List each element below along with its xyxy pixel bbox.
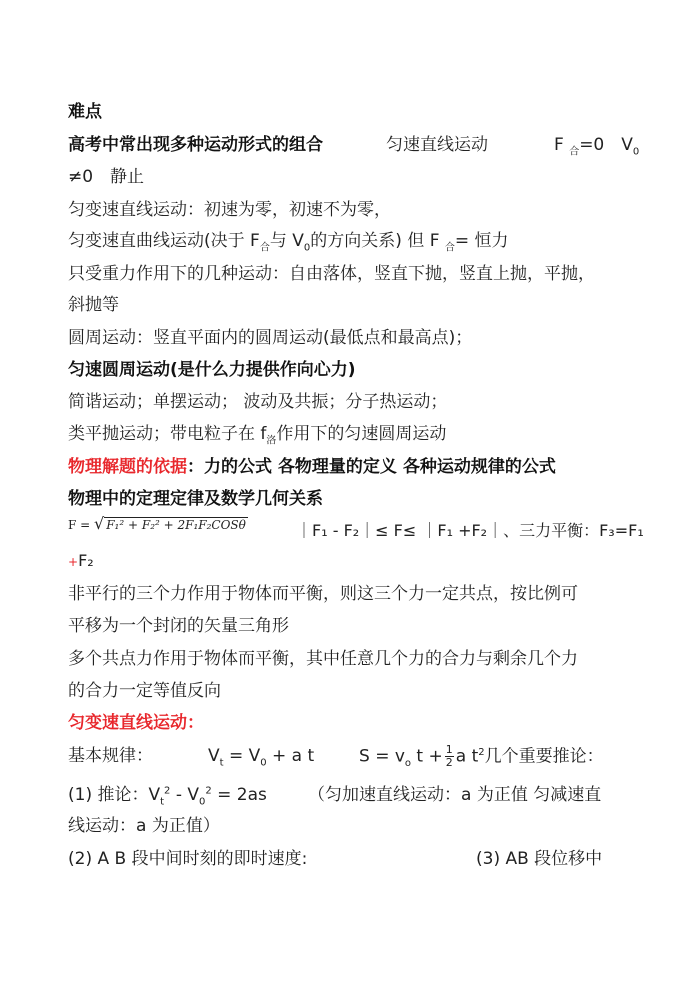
- line-gravity-motion: 只受重力作用下的几种运动：自由落体，竖直下抛，竖直上抛，平抛，: [68, 264, 595, 284]
- line-harmonic: 简谐运动；单摆运动； 波动及共振；分子热运动；: [68, 392, 448, 412]
- line-oblique: 斜抛等: [68, 295, 119, 315]
- line-inference-2: (2) A B 段中间时刻的即时速度: (3) AB 段位移中: [68, 849, 603, 869]
- section-uniform-accel: 匀变速直线运动：: [68, 713, 204, 733]
- line-inference-1: (1) 推论：$V_t^2 - V_0^2 = 2as$ （匀加速直线运动：a 为正值 匀减速直: [68, 785, 602, 808]
- line-rest: ≠0 静止: [68, 167, 145, 187]
- line-opposite: 的合力一定等值反向: [68, 681, 221, 701]
- line-basic-law: 基本规律： $V_t = V_0 + a$ t $S = v_o$ t + $\frac{1}{2}$ a $t^2$几个重要推论：: [68, 743, 604, 769]
- line-non-parallel: 非平行的三个力作用于物体而平衡，则这三个力一定共点，按比例可: [68, 584, 578, 604]
- combination-text: 高考中常出现多种运动形式的组合: [68, 135, 323, 155]
- line-triangle: 平移为一个封闭的矢量三角形: [68, 616, 289, 636]
- line-basis: 物理解题的依据：力的公式 各物理量的定义 各种运动规律的公式: [68, 457, 556, 477]
- force-range: ｜F₁ - F₂｜≤ F≤ ｜F₁ +F₂｜、三力平衡：F₃=F₁: [296, 521, 644, 540]
- line-curve-motion: 匀变速直曲线运动(决于 $F_合$与 $V_0$的方向关系) 但 F $_合$= 恒力: [68, 231, 509, 254]
- line-theorems: 物理中的定理定律及数学几何关系: [68, 489, 323, 509]
- heading: 难点: [68, 102, 102, 122]
- line-concurrent: 多个共点力作用于物体而平衡，其中任意几个力的合力与剩余几个力: [68, 649, 578, 669]
- line-combination: [68, 133, 640, 158]
- line-uniform-circular: 匀速圆周运动(是什么力提供作向心力): [68, 360, 356, 380]
- force-range-tail: +F₂: [68, 551, 94, 570]
- resultant-force-formula: F = √ F₁² + F₂² + 2F₁F₂COSθ: [68, 514, 246, 533]
- line-uniform-accel: 匀变速直线运动：初速为零，初速不为零，: [68, 200, 391, 220]
- line-negative: 线运动：a 为正值）: [68, 816, 220, 836]
- uniform-motion: 匀速直线运动: [386, 135, 488, 155]
- line-projectile: 类平抛运动；带电粒子在 $f_洛$作用下的匀速圆周运动: [68, 424, 447, 447]
- line-circular: 圆周运动：竖直平面内的圆周运动(最低点和最高点)；: [68, 328, 473, 348]
- net-force-zero: F $_合$=0 $V_0$: [554, 135, 640, 158]
